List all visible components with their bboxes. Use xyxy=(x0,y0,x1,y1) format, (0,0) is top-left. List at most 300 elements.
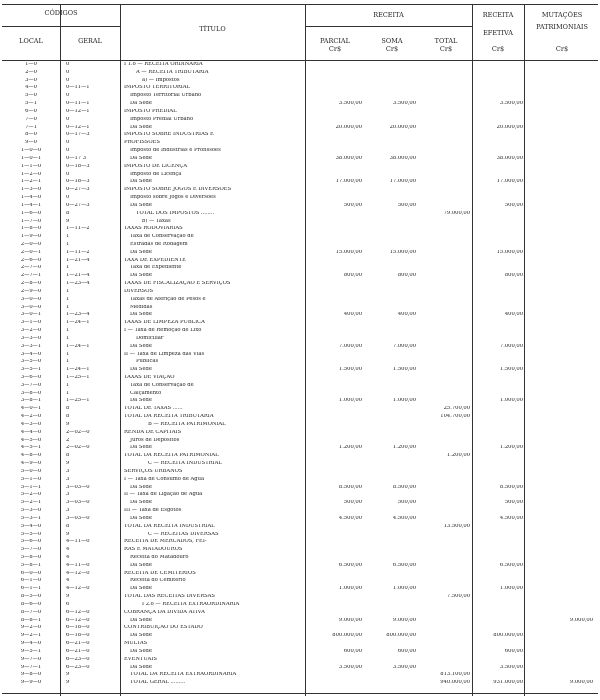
cell-title: RAS E MATADOUROS xyxy=(124,547,183,553)
cell-title: TOTAL DOS IMPOSTOS ........ xyxy=(136,210,215,216)
cell-efetiva: 600,00 xyxy=(504,648,523,654)
table-row xyxy=(0,250,600,257)
table-row xyxy=(0,391,600,398)
cell-efetiva: 1.200,00 xyxy=(499,445,523,451)
cell-geral: 0—12—1 xyxy=(66,108,90,114)
table-row xyxy=(0,273,600,280)
cell-parcial: 500,00 xyxy=(343,202,362,208)
cell-local: 4—5—1 xyxy=(20,445,42,451)
header-parcial: PARCIAL xyxy=(320,37,350,45)
cell-efetiva: 500,00 xyxy=(504,500,523,506)
cell-mut: 9.000,00 xyxy=(569,680,593,686)
table-top-rule xyxy=(2,4,598,5)
table-row xyxy=(0,219,600,226)
cell-geral: 0 xyxy=(66,77,70,83)
table-row xyxy=(0,571,600,578)
table-row xyxy=(0,211,600,218)
table-row xyxy=(0,148,600,155)
cell-title: RENDA DE CAPITAIS xyxy=(124,429,182,435)
cell-geral: 8 xyxy=(66,406,70,412)
cell-geral: 8 xyxy=(66,414,70,420)
table-row xyxy=(0,414,600,421)
cell-parcial: 3.500,00 xyxy=(338,664,362,670)
cell-efetiva: 38.000,00 xyxy=(496,155,523,161)
cell-parcial: 600,00 xyxy=(343,648,362,654)
cell-local: 6—1—0 xyxy=(20,578,42,584)
cell-title: Taxas de Aferição de Pesos e xyxy=(130,296,206,302)
cell-geral: 1 xyxy=(66,382,70,388)
cell-geral: 1—23—4 xyxy=(66,312,90,318)
cell-geral: 6—18—0 xyxy=(66,625,90,631)
cell-local: 1—0 xyxy=(25,62,37,67)
table-row xyxy=(0,602,600,609)
cell-title: IMPOSTO PREDIAL xyxy=(124,108,177,114)
cell-geral: 0—17 3 xyxy=(66,155,87,161)
cell-title: Imposto de Indústrias e Profissões xyxy=(130,148,221,154)
cell-local: 1—1—0 xyxy=(20,163,42,169)
cell-local: 3—7—0 xyxy=(20,382,42,388)
cell-local: 5—0—0 xyxy=(20,468,42,474)
table-row xyxy=(0,547,600,554)
table-row xyxy=(0,125,600,132)
cell-geral: 1 xyxy=(66,390,70,396)
cell-geral: 0—27—3 xyxy=(66,187,90,193)
cell-geral: 6—12—0 xyxy=(66,617,90,623)
cell-geral: 1—24—1 xyxy=(66,343,90,349)
cell-soma: 20.000,00 xyxy=(389,124,416,130)
cell-geral: 1 xyxy=(66,234,70,240)
cell-local: 9—8—0 xyxy=(20,672,42,678)
cell-local: 9—4—0 xyxy=(20,641,42,647)
cell-local: 5—5—0 xyxy=(20,531,42,537)
table-row xyxy=(0,453,600,460)
cell-local: 4—2—0 xyxy=(20,414,42,420)
cell-title: Calçamento xyxy=(130,390,162,396)
table-row xyxy=(0,70,600,77)
cell-title: Imposto de Licença xyxy=(130,171,182,177)
cell-title: Da Sede xyxy=(130,202,152,208)
cell-local: 8—7—0 xyxy=(20,609,42,615)
table-row xyxy=(0,359,600,366)
cell-efetiva: 3.500,00 xyxy=(499,101,523,107)
cell-title: a) — Impostos xyxy=(142,77,180,83)
cell-title: I — Taxa de Remoção de Lixo xyxy=(124,328,202,334)
table-row xyxy=(0,242,600,249)
table-row xyxy=(0,665,600,672)
table-row xyxy=(0,649,600,656)
cell-soma: 500,00 xyxy=(397,202,416,208)
header-geral: GERAL xyxy=(78,37,102,45)
cell-geral: 6—21—0 xyxy=(66,648,90,654)
table-row xyxy=(0,618,600,625)
cell-efetiva: 15.000,00 xyxy=(496,249,523,255)
cell-title: TAXAS RODOVIÁRIAS xyxy=(124,226,183,232)
table-row xyxy=(0,578,600,585)
cell-local: 3—8—0 xyxy=(20,390,42,396)
cell-geral: 9 xyxy=(66,218,70,224)
cell-title: IMPOSTO SOBRE JOGOS E DIVERSÕES xyxy=(124,187,232,193)
cell-geral: 0 xyxy=(66,62,70,67)
table-row xyxy=(0,680,600,687)
table-row xyxy=(0,422,600,429)
cell-geral: 1 xyxy=(66,288,70,294)
cell-title: Da Sede xyxy=(130,562,152,568)
cell-parcial: 38.000,00 xyxy=(335,155,362,161)
cell-efetiva: 1.500,00 xyxy=(499,367,523,373)
cell-title: C — RECEITAS DIVERSAS xyxy=(148,531,219,537)
cell-title: TOTAL DAS RECEITAS DIVERSAS xyxy=(124,594,215,600)
table-row xyxy=(0,187,600,194)
table-row xyxy=(0,485,600,492)
cell-parcial: 7.000,00 xyxy=(338,343,362,349)
cell-title: TAXAS DE LIMPEZA PÚBLICA xyxy=(124,320,205,326)
cell-title: TOTAL DE TAXAS ...... xyxy=(124,406,183,412)
cell-geral: 4—11—0 xyxy=(66,539,90,545)
table-row xyxy=(0,563,600,570)
cell-local: 4—0 xyxy=(25,85,37,91)
cell-local: 3—6—0 xyxy=(20,375,42,380)
table-row xyxy=(0,164,600,171)
cell-local: 1—9—0 xyxy=(20,234,42,240)
cell-title: Imposto Territorial Urbano xyxy=(130,93,202,99)
cell-local: 9—0 xyxy=(25,140,37,146)
cell-title: Taxa de Conservação de xyxy=(130,382,194,388)
cell-title: EVENTUAIS xyxy=(124,656,157,662)
table-row xyxy=(0,516,600,523)
cell-geral: 9 xyxy=(66,594,70,600)
cell-geral: 3 xyxy=(66,508,70,514)
cell-total: 79.000,00 xyxy=(443,210,470,216)
cell-title: Da Sede xyxy=(130,273,152,279)
cell-geral: 0 xyxy=(66,140,70,146)
cell-local: 3—4—0 xyxy=(20,351,42,357)
cell-local: 5—8—0 xyxy=(20,554,42,560)
cell-local: 1—4—1 xyxy=(20,202,42,208)
cell-geral: 2—02—0 xyxy=(66,429,90,435)
cell-title: PROFISSÕES xyxy=(124,140,160,146)
cell-parcial: 800,00 xyxy=(343,273,362,279)
table-row xyxy=(0,469,600,476)
cell-local: 2—0 xyxy=(25,69,37,75)
cell-geral: 0—11—1 xyxy=(66,85,90,91)
cell-geral: 4—12—0 xyxy=(66,586,90,592)
cell-total: 813.100,00 xyxy=(440,672,470,678)
cell-title: TOTAL GERAL ......... xyxy=(130,680,186,686)
table-row xyxy=(0,172,600,179)
table-row xyxy=(0,265,600,272)
cell-geral: 1 xyxy=(66,265,70,271)
header-parcial-unit: Cr$ xyxy=(328,45,342,53)
cell-title: Da Sede xyxy=(130,515,152,521)
cell-title: b) — Taxas xyxy=(142,218,171,224)
cell-efetiva: 800.000,00 xyxy=(493,633,523,639)
table-row xyxy=(0,140,600,147)
cell-title: C — RECEITA INDUSTRIAL xyxy=(148,461,222,467)
cell-geral: 1—11—2 xyxy=(66,226,90,232)
cell-local: 8—0 xyxy=(25,132,37,138)
cell-title: Taxa de Expediente xyxy=(130,265,182,271)
cell-local: 4—3—0 xyxy=(20,421,42,427)
header-total: TOTAL xyxy=(434,37,458,45)
cell-local: 5—1—0 xyxy=(20,476,42,482)
table-row xyxy=(0,297,600,304)
cell-title: IMPOSTO DE LICENÇA xyxy=(124,163,188,169)
cell-local: 3—3—1 xyxy=(20,343,42,349)
cell-soma: 3.500,00 xyxy=(392,101,416,107)
cell-geral: 1 xyxy=(66,328,70,334)
table-row xyxy=(0,492,600,499)
cell-title: B — RECEITA PATRIMONIAL xyxy=(148,421,226,427)
table-row xyxy=(0,406,600,413)
cell-geral: 1 xyxy=(66,335,70,341)
cell-parcial: 20.000,00 xyxy=(335,124,362,130)
cell-soma: 3.500,00 xyxy=(392,664,416,670)
cell-local: 8—5—0 xyxy=(20,594,42,600)
cell-local: 3—3—0 xyxy=(20,335,42,341)
cell-soma: 15.000,00 xyxy=(389,249,416,255)
cell-geral: 3 xyxy=(66,492,70,498)
table-row xyxy=(0,195,600,202)
cell-geral: 1—21—4 xyxy=(66,273,90,279)
cell-geral: 1 xyxy=(66,296,70,302)
table-row xyxy=(0,477,600,484)
table-row xyxy=(0,179,600,186)
cell-local: 6—1—1 xyxy=(20,586,42,592)
cell-local: 2—9—0 xyxy=(20,288,42,294)
cell-geral: 4 xyxy=(66,578,70,584)
cell-parcial: 17.000,00 xyxy=(335,179,362,185)
cell-geral: 6 xyxy=(66,601,70,607)
cell-local: 1—2—1 xyxy=(20,179,42,185)
cell-title: Taxa de Conservação de xyxy=(130,234,194,240)
cell-efetiva: 3.500,00 xyxy=(499,664,523,670)
cell-geral: 0—11—1 xyxy=(66,101,90,107)
table-row xyxy=(0,367,600,374)
cell-title: CONTRIBUIÇÃO DO ESTADO xyxy=(124,625,203,631)
cell-soma: 4.500,00 xyxy=(392,515,416,521)
cell-title: Estradas de Rodagem xyxy=(130,241,188,247)
cell-geral: 8 xyxy=(66,523,70,529)
cell-local: 5—3—0 xyxy=(20,508,42,514)
table-row xyxy=(0,430,600,437)
table-row xyxy=(0,101,600,108)
cell-local: 6—0—0 xyxy=(20,570,42,576)
cell-local: 5—1—1 xyxy=(20,484,42,490)
cell-geral: 3—03—0 xyxy=(66,515,90,521)
cell-local: 2—0—0 xyxy=(20,241,42,247)
cell-geral: 2—02—0 xyxy=(66,445,90,451)
cell-title: Imposto Predial Urbano xyxy=(130,116,194,122)
table-row xyxy=(0,508,600,515)
cell-geral: 4 xyxy=(66,547,70,553)
cell-geral: 1—25—1 xyxy=(66,398,90,404)
cell-local: 8—8—1 xyxy=(20,617,42,623)
cell-geral: 4 xyxy=(66,554,70,560)
cell-title: Da Sede xyxy=(130,367,152,373)
cell-local: 2—6—0 xyxy=(20,257,42,263)
cell-soma: 9.000,00 xyxy=(392,617,416,623)
cell-geral: 0—17—3 xyxy=(66,132,90,138)
table-row xyxy=(0,234,600,241)
cell-local: 5—2—0 xyxy=(20,492,42,498)
cell-geral: 3 xyxy=(66,476,70,482)
cell-geral: 4—11—0 xyxy=(66,562,90,568)
codigos-subrule xyxy=(2,26,120,27)
table-row xyxy=(0,657,600,664)
cell-geral: 1 xyxy=(66,359,70,365)
cell-title: Da Sede xyxy=(130,249,152,255)
cell-title: Da Sede xyxy=(130,124,152,130)
table-row xyxy=(0,320,600,327)
cell-local: 3—0 xyxy=(25,77,37,83)
cell-local: 1—4—0 xyxy=(20,195,42,201)
cell-title: Juros de Depósitos xyxy=(130,437,180,443)
cell-local: 1—2—0 xyxy=(20,171,42,177)
cell-local: 4—8—0 xyxy=(20,453,42,459)
cell-soma: 600,00 xyxy=(397,648,416,654)
cell-parcial: 1.000,00 xyxy=(338,586,362,592)
cell-efetiva: 20.000,00 xyxy=(496,124,523,130)
header-titulo: TÍTULO xyxy=(199,25,226,33)
cell-local: 2—8—0 xyxy=(20,281,42,287)
cell-geral: 0 xyxy=(66,69,70,75)
cell-local: 9—5—1 xyxy=(20,648,42,654)
cell-local: 2—7—0 xyxy=(20,265,42,271)
cell-geral: 0—18—3 xyxy=(66,179,90,185)
cell-local: 2—0—1 xyxy=(20,249,42,255)
table-row xyxy=(0,524,600,531)
cell-geral: 2 xyxy=(66,437,70,443)
cell-geral: 8 xyxy=(66,210,70,216)
cell-soma: 800.000,00 xyxy=(386,633,416,639)
cell-efetiva: 4.500,00 xyxy=(499,515,523,521)
cell-efetiva: 8.500,00 xyxy=(499,484,523,490)
cell-local: 3—8—1 xyxy=(20,398,42,404)
cell-title: Da Sede xyxy=(130,664,152,670)
cell-title: Da Sede xyxy=(130,586,152,592)
table-row xyxy=(0,258,600,265)
cell-geral: 4—12—0 xyxy=(66,570,90,576)
table-row xyxy=(0,532,600,539)
cell-geral: 0 xyxy=(66,116,70,122)
cell-local: 3—1—0 xyxy=(20,320,42,326)
cell-local: 2—7—1 xyxy=(20,273,42,279)
header-mutacoes-unit: Cr$ xyxy=(555,45,569,53)
table-row xyxy=(0,610,600,617)
cell-title: TAXA DE EXPEDIENTE xyxy=(124,257,186,263)
header-efetiva: EFETIVA xyxy=(483,29,513,37)
cell-title: A — RECEITA TRIBUTÁRIA xyxy=(136,69,209,75)
cell-local: 1—3—0 xyxy=(20,187,42,193)
cell-total: 940.000,00 xyxy=(440,680,470,686)
table-row xyxy=(0,109,600,116)
cell-title: TAXAS DE FISCALIZAÇÃO E SERVIÇOS xyxy=(124,281,231,287)
cell-local: 3—2—0 xyxy=(20,328,42,334)
table-row xyxy=(0,62,600,69)
cell-local: 4—5—0 xyxy=(20,437,42,443)
cell-geral: 0—18—3 xyxy=(66,163,90,169)
cell-parcial: 4.500,00 xyxy=(338,515,362,521)
cell-title: Da Sede xyxy=(130,179,152,185)
cell-local: 9—7—1 xyxy=(20,664,42,670)
cell-local: 3—0—0 xyxy=(20,296,42,302)
cell-title: Receita do Cemitério xyxy=(130,578,186,584)
table-row xyxy=(0,281,600,288)
cell-efetiva: 6.500,00 xyxy=(499,562,523,568)
cell-soma: 1.000,00 xyxy=(392,398,416,404)
cell-local: 1—0—1 xyxy=(20,155,42,161)
cell-local: 1—6—0 xyxy=(20,210,42,216)
cell-efetiva: 931.000,00 xyxy=(493,680,523,686)
header-bottom-rule xyxy=(2,60,598,61)
header-patrimoniais: PATRIMONIAIS xyxy=(536,23,588,31)
table-row xyxy=(0,672,600,679)
cell-title: RECEITA DE CEMITÉRIOS xyxy=(124,570,196,576)
cell-title: Da Sede xyxy=(130,155,152,161)
table-row xyxy=(0,625,600,632)
cell-local: 5—6—0 xyxy=(20,539,42,545)
cell-local: 4—0—1 xyxy=(20,406,42,412)
cell-geral: 0 xyxy=(66,148,70,154)
table-row xyxy=(0,539,600,546)
cell-geral: 9 xyxy=(66,672,70,678)
cell-parcial: 8.500,00 xyxy=(338,484,362,490)
cell-soma: 8.500,00 xyxy=(392,484,416,490)
cell-soma: 500,00 xyxy=(397,500,416,506)
table-row xyxy=(0,555,600,562)
cell-local: 1—8—0 xyxy=(20,226,42,232)
table-row xyxy=(0,156,600,163)
cell-soma: 7.000,00 xyxy=(392,343,416,349)
table-row xyxy=(0,375,600,382)
table-row xyxy=(0,633,600,640)
cell-efetiva: 1.000,00 xyxy=(499,398,523,404)
cell-title: MULTAS xyxy=(124,641,148,647)
cell-parcial: 500,00 xyxy=(343,500,362,506)
cell-geral: 6—23—0 xyxy=(66,664,90,670)
table-row xyxy=(0,344,600,351)
cell-geral: 0—27—3 xyxy=(66,202,90,208)
cell-title: RECEITA DE MERCADOS, FEI- xyxy=(124,539,207,545)
table-row xyxy=(0,461,600,468)
cell-geral: 3 xyxy=(66,468,70,474)
cell-parcial: 1.200,00 xyxy=(338,445,362,451)
table-row xyxy=(0,398,600,405)
cell-title: COBRANÇA DA DÍVIDA ATIVA xyxy=(124,609,205,615)
cell-soma: 38.000,00 xyxy=(389,155,416,161)
cell-title: Imposto sobre Jogos e Diversões xyxy=(130,195,216,201)
table-row xyxy=(0,336,600,343)
cell-total: 13.500,00 xyxy=(443,523,470,529)
cell-parcial: 800.000,00 xyxy=(332,633,362,639)
cell-geral: 1—25—1 xyxy=(66,375,90,380)
cell-geral: 9 xyxy=(66,421,70,427)
cell-title: Da Sede xyxy=(130,312,152,318)
cell-local: 3—0—0 xyxy=(20,304,42,310)
cell-soma: 1.500,00 xyxy=(392,367,416,373)
table-row xyxy=(0,438,600,445)
cell-local: 5—3—1 xyxy=(20,515,42,521)
cell-title: Da Sede xyxy=(130,101,152,107)
cell-total: 7.500,00 xyxy=(446,594,470,600)
cell-total: 104.700,00 xyxy=(440,414,470,420)
cell-title: DIVERSOS xyxy=(124,288,154,294)
cell-local: 1—0—0 xyxy=(20,148,42,154)
cell-title: TOTAL DA RECEITA EXTRAORDINÁRIA xyxy=(130,672,237,678)
cell-title: Da Sede xyxy=(130,500,152,506)
cell-title: Da Sede xyxy=(130,343,152,349)
cell-title: II — Taxa de Limpeza das Vias xyxy=(124,351,205,357)
